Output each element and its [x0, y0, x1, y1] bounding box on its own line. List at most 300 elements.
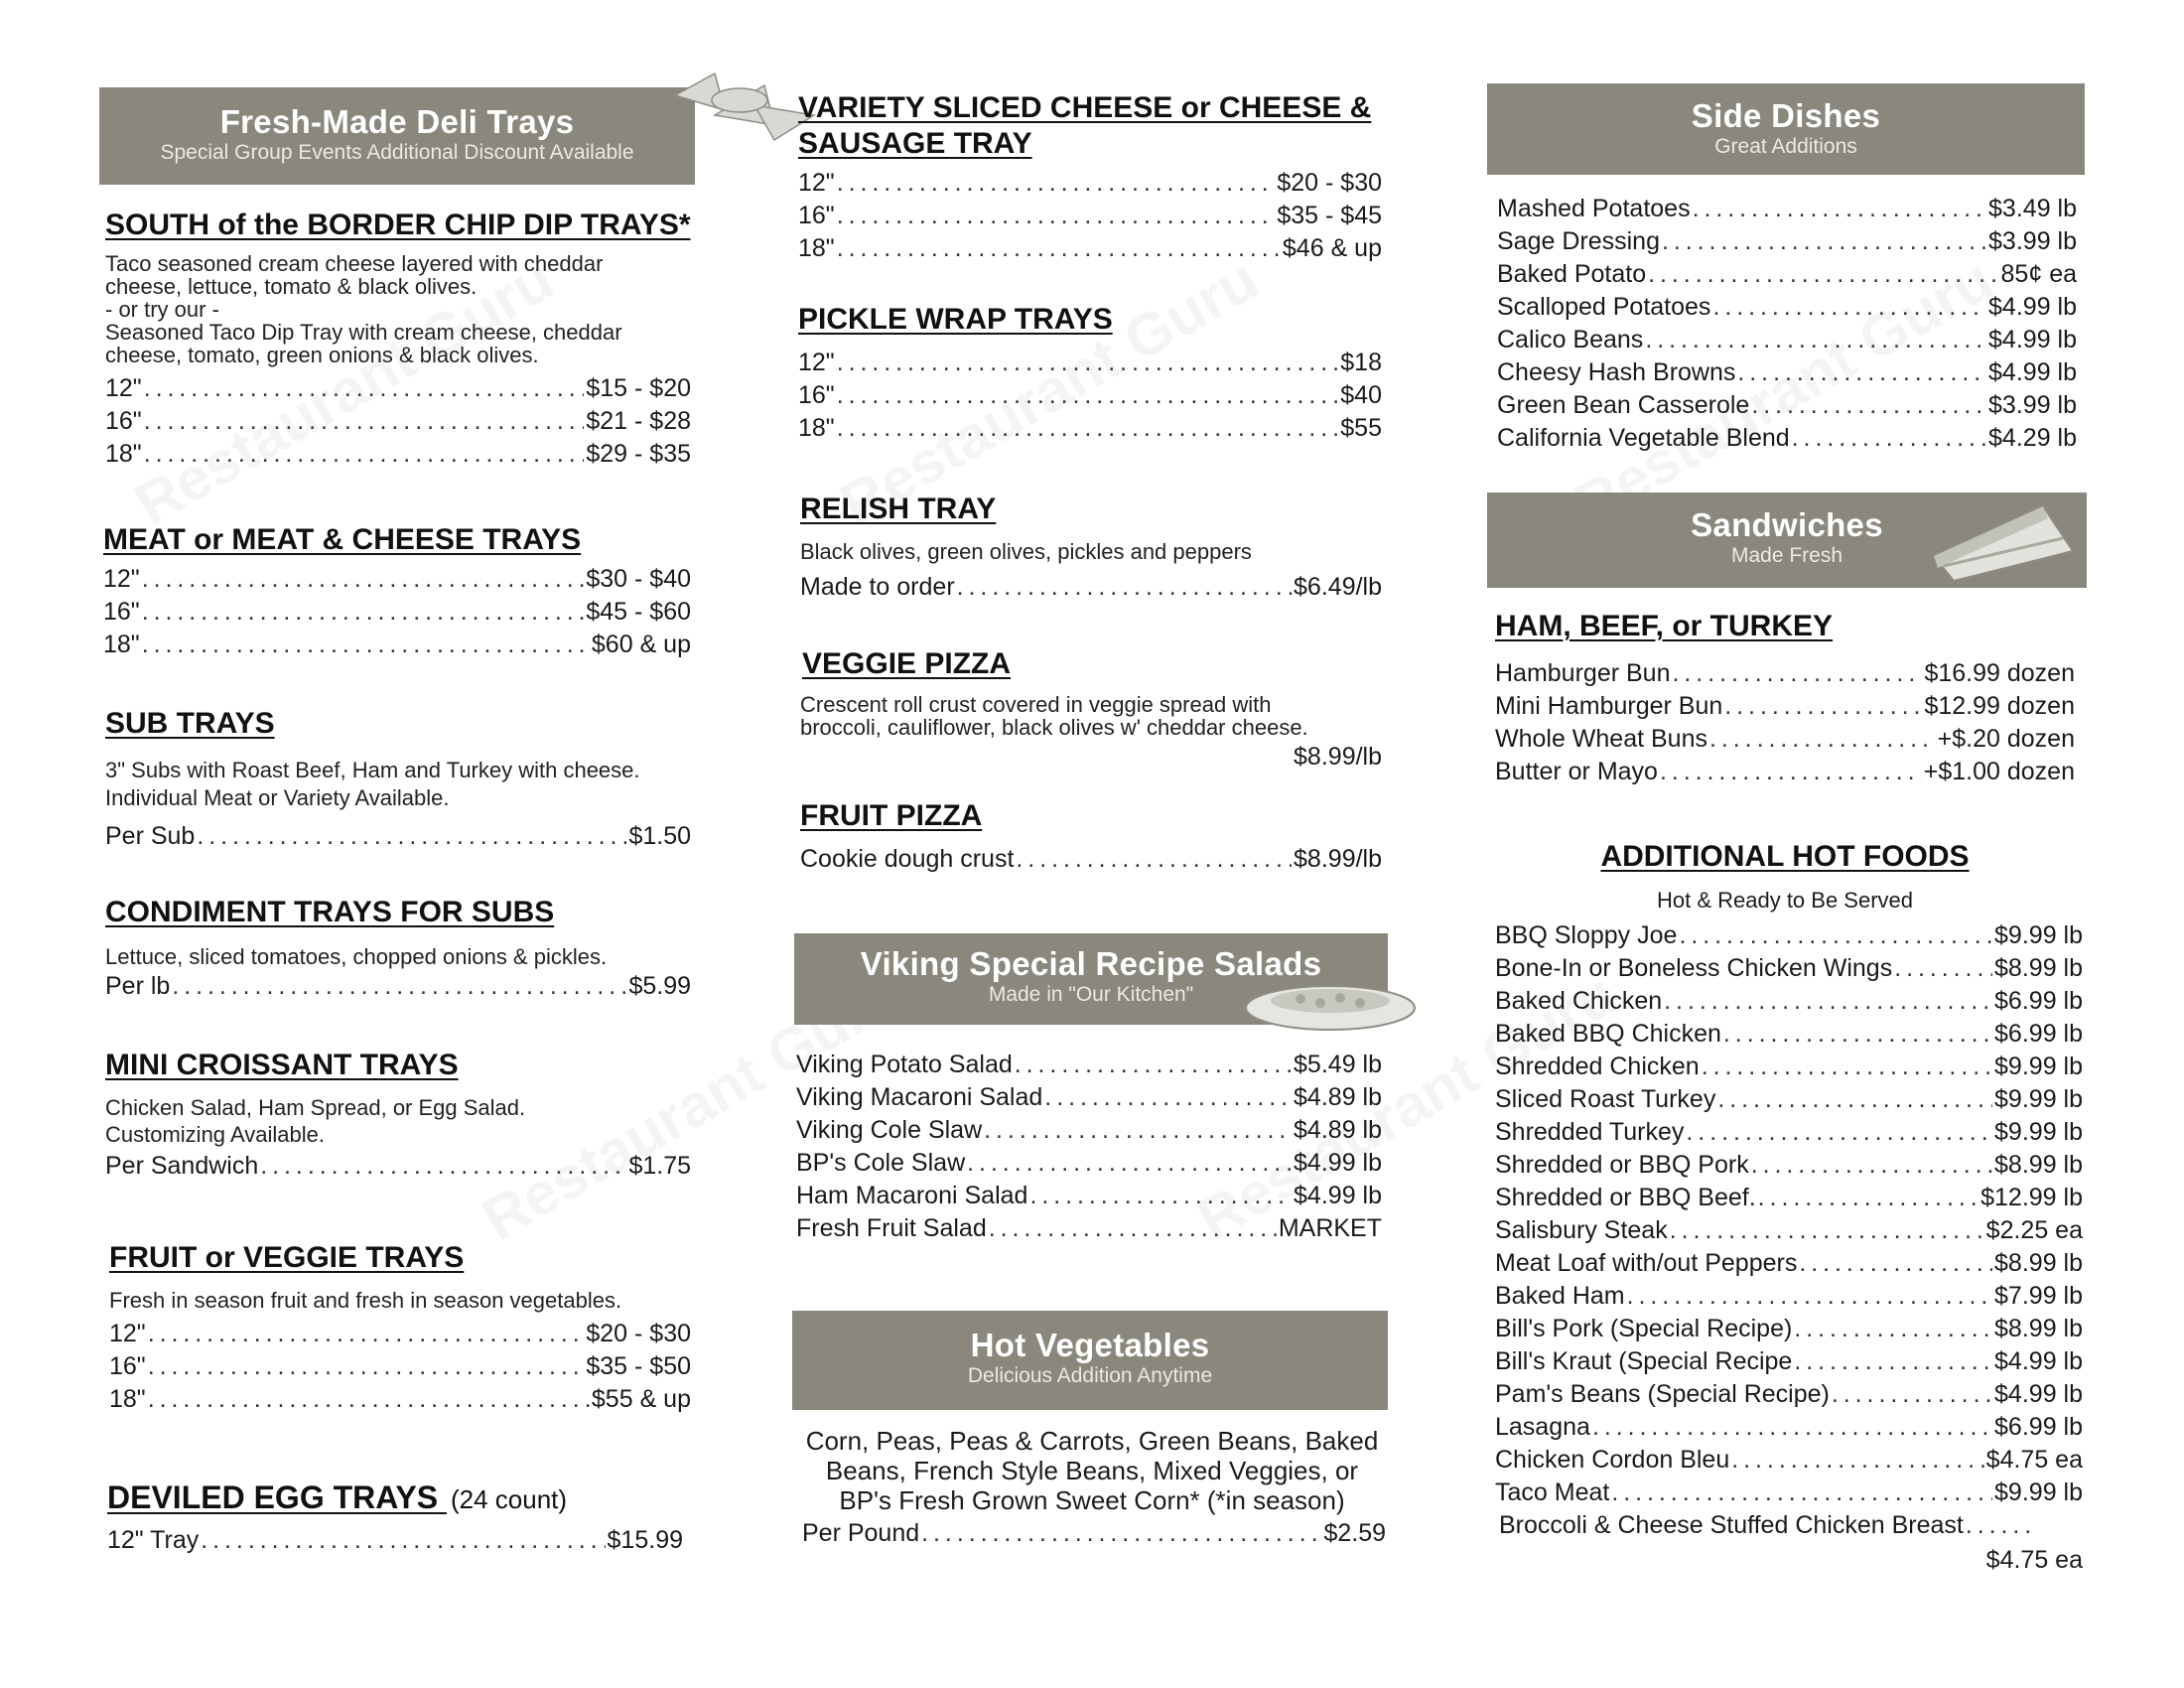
price: $55	[1340, 414, 1382, 442]
leader-dots	[1662, 225, 1986, 258]
leader-dots	[1751, 1149, 1992, 1182]
size: 12"	[798, 349, 835, 376]
leader-dots	[172, 970, 626, 1003]
hot-vegetables-desc	[794, 1426, 1390, 1515]
price-row	[1495, 1116, 2083, 1149]
leader-dots	[1794, 1313, 1992, 1345]
price-row	[1495, 1051, 2083, 1083]
price-row	[103, 596, 691, 629]
price-row	[796, 1180, 1382, 1212]
deli-trays-title: Fresh-Made Deli Trays	[219, 103, 575, 140]
leader-dots	[1799, 1247, 1992, 1280]
chip-dip-desc	[105, 252, 695, 366]
leader-dots	[1712, 291, 1986, 324]
price: $20 - $30	[586, 1320, 691, 1347]
leader-dots	[260, 1150, 626, 1183]
veggie-pizza-desc	[800, 693, 1390, 739]
leader-dots	[1044, 1081, 1292, 1114]
deviled-egg-title-text: DEVILED EGG TRAYS	[107, 1479, 439, 1515]
leader-dots	[1737, 356, 1986, 389]
price-row	[798, 347, 1382, 379]
leader-dots	[1751, 389, 1986, 422]
item-name: Chicken Cordon Bleu	[1495, 1446, 1730, 1474]
price: $8.99 lb	[1994, 954, 2083, 982]
salad-bowl-illustration	[1241, 973, 1420, 1043]
item-name: Salisbury Steak	[1495, 1216, 1668, 1244]
veggie-pizza-price: $8.99/lb	[1294, 743, 1382, 771]
item-name: Calico Beans	[1497, 326, 1644, 353]
item-name: California Vegetable Blend	[1497, 424, 1790, 452]
leader-dots	[1016, 843, 1292, 876]
desc-line: Chicken Salad, Ham Spread, or Egg Salad.	[105, 1095, 526, 1120]
leader-dots	[1627, 1280, 1992, 1313]
price-row	[1495, 1378, 2083, 1411]
side-dishes-header	[1487, 83, 2085, 175]
leader-dots	[1015, 1049, 1292, 1081]
relish-section	[794, 492, 1390, 604]
price: $3.99 lb	[1988, 391, 2077, 419]
price: $4.99 lb	[1988, 293, 2077, 321]
item-name: Butter or Mayo	[1495, 758, 1658, 785]
leader-dots	[837, 167, 1276, 200]
price-row	[1497, 258, 2077, 291]
cheese-tray-title-2: SAUSAGE TRAY	[798, 127, 1032, 160]
item-name: Scalloped Potatoes	[1497, 293, 1711, 321]
deviled-egg-section	[99, 1479, 695, 1557]
item-name: Baked Ham	[1495, 1282, 1625, 1310]
desc-line: - or try our -	[105, 297, 219, 322]
size: 12"	[103, 565, 140, 593]
fruit-pizza-section	[794, 799, 1390, 876]
price-row	[800, 571, 1382, 604]
price: $12.99 lb	[1980, 1184, 2083, 1211]
price: $16.99 dozen	[1924, 659, 2075, 687]
item-name: Shredded Turkey	[1495, 1118, 1685, 1146]
price: $4.99 lb	[1994, 1347, 2083, 1375]
price: $4.89 lb	[1294, 1083, 1382, 1111]
price: $8.99 lb	[1994, 1151, 2083, 1179]
item-name: Mini Hamburger Bun	[1495, 692, 1723, 720]
leader-dots	[142, 563, 585, 596]
price: $9.99 lb	[1994, 1118, 2083, 1146]
price: $4.99 lb	[1988, 326, 2077, 353]
price: $8.99/lb	[1294, 845, 1382, 873]
item-name: Per lb	[105, 972, 171, 1000]
leader-dots	[921, 1517, 1321, 1550]
price: $4.75 ea	[1985, 1446, 2083, 1474]
item-name: Per Sandwich	[105, 1152, 259, 1180]
price-row	[1499, 1509, 2083, 1542]
leader-dots	[967, 1147, 1292, 1180]
size: 18"	[105, 440, 142, 468]
price-row	[798, 232, 1382, 265]
price: +$1.00 dozen	[1923, 758, 2075, 785]
price: $4.29 lb	[1988, 424, 2077, 452]
item-name: Ham Macaroni Salad	[796, 1182, 1028, 1209]
leader-dots	[144, 372, 585, 405]
price-row	[103, 563, 691, 596]
leader-dots	[1592, 1411, 1992, 1444]
price: $4.99 lb	[1294, 1182, 1382, 1209]
sub-trays-prices	[105, 820, 691, 853]
price: $2.25 ea	[1985, 1216, 2083, 1244]
price: $45 - $60	[586, 598, 691, 626]
price-row	[798, 200, 1382, 232]
sub-trays-title: SUB TRAYS	[105, 707, 275, 740]
price: $15 - $20	[586, 374, 691, 402]
leader-dots	[1794, 1345, 1992, 1378]
price: $60 & up	[591, 631, 691, 658]
fruit-veggie-section	[99, 1241, 695, 1416]
deviled-egg-count: (24 count)	[451, 1484, 568, 1514]
price: $2.59	[1323, 1519, 1386, 1547]
price: $3.99 lb	[1988, 227, 2077, 255]
leader-dots	[1758, 1182, 1979, 1214]
leader-dots	[148, 1383, 590, 1416]
leader-dots	[1029, 1180, 1292, 1212]
leader-dots	[837, 412, 1339, 445]
hot-foods-title: ADDITIONAL HOT FOODS	[1600, 840, 1970, 873]
price-row	[107, 1524, 683, 1557]
item-name: Bill's Kraut (Special Recipe	[1495, 1347, 1793, 1375]
chip-dip-title: SOUTH of the BORDER CHIP DIP TRAYS*	[105, 209, 691, 241]
price: $9.99 lb	[1994, 1478, 2083, 1506]
pickle-wrap-section	[794, 303, 1390, 445]
price: $35 - $50	[586, 1352, 691, 1380]
leader-dots	[989, 1212, 1277, 1245]
leader-dots	[837, 379, 1339, 412]
leader-dots	[1966, 1509, 2035, 1542]
size: 16"	[103, 598, 140, 626]
price: $40	[1340, 381, 1382, 409]
fruit-veggie-prices	[109, 1318, 691, 1416]
price-row	[1495, 756, 2075, 788]
price-row	[1495, 1411, 2083, 1444]
hot-foods-list	[1495, 919, 2083, 1575]
fruit-veggie-title: FRUIT or VEGGIE TRAYS	[109, 1241, 465, 1274]
item-name: Viking Cole Slaw	[796, 1116, 983, 1144]
price: $1.50	[628, 822, 691, 850]
price-row	[796, 1147, 1382, 1180]
size: 16"	[798, 202, 835, 229]
croissant-section	[99, 1049, 695, 1183]
desc-line: cheese, lettuce, tomato & black olives.	[105, 274, 478, 299]
leader-dots	[1611, 1477, 1992, 1509]
price: $3.49 lb	[1988, 195, 2077, 222]
price: $20 - $30	[1277, 169, 1382, 197]
salads-list	[796, 1049, 1382, 1245]
salads-title: Viking Special Recipe Salads	[860, 945, 1322, 982]
pickle-wrap-prices	[798, 347, 1382, 445]
item-name: Shredded Chicken	[1495, 1053, 1700, 1080]
desc-line: Lettuce, sliced tomatoes, chopped onions & pickles.	[105, 944, 608, 969]
leader-dots	[1664, 985, 1992, 1018]
price-row	[1495, 1083, 2083, 1116]
item-name: Pam's Beans (Special Recipe)	[1495, 1380, 1830, 1408]
salads-subtitle: Made in "Our Kitchen"	[988, 983, 1194, 1006]
sub-trays-desc	[105, 757, 695, 812]
price: MARKET	[1278, 1214, 1382, 1242]
price-row	[105, 1150, 691, 1183]
item-name: Per Sub	[105, 822, 196, 850]
price: $30 - $40	[586, 565, 691, 593]
hot-foods-subtitle: Hot & Ready to Be Served	[1656, 888, 1914, 913]
leader-dots	[837, 347, 1339, 379]
price-row	[105, 820, 691, 853]
price: $4.99 lb	[1988, 358, 2077, 386]
item-name: BP's Cole Slaw	[796, 1149, 966, 1177]
price: $21 - $28	[586, 407, 691, 435]
size: 16"	[798, 381, 835, 409]
item-name: Cheesy Hash Browns	[1497, 358, 1736, 386]
size: 12"	[798, 169, 835, 197]
item-name: Cookie dough crust	[800, 845, 1015, 873]
price: 85¢ ea	[2000, 260, 2077, 288]
price-row	[1495, 1345, 2083, 1378]
price: $9.99 lb	[1994, 921, 2083, 949]
leader-dots	[1731, 1444, 1983, 1477]
price: $46 & up	[1282, 234, 1382, 262]
leader-dots	[1832, 1378, 1992, 1411]
cheese-tray-title-1: VARIETY SLICED CHEESE or CHEESE &	[798, 91, 1372, 124]
price: $15.99	[607, 1526, 683, 1554]
item-name: Fresh Fruit Salad	[796, 1214, 987, 1242]
hot-foods-section	[1487, 840, 2087, 1575]
leader-dots	[1686, 1116, 1992, 1149]
price-row	[105, 438, 691, 471]
fruit-pizza-title: FRUIT PIZZA	[800, 799, 983, 832]
item-name: Taco Meat	[1495, 1478, 1610, 1506]
desc-line: Customizing Available.	[105, 1122, 325, 1147]
price-row	[109, 1383, 691, 1416]
condiment-desc	[105, 945, 695, 968]
price-row	[798, 412, 1382, 445]
leader-dots	[142, 596, 585, 629]
price-row	[1497, 193, 2077, 225]
size: 18"	[109, 1385, 146, 1413]
price: $8.99 lb	[1994, 1315, 2083, 1342]
size: 16"	[109, 1352, 146, 1380]
size: 16"	[105, 407, 142, 435]
price-row	[1497, 422, 2077, 455]
price-row	[1495, 1280, 2083, 1313]
desc-line: Black olives, green olives, pickles and peppers	[800, 539, 1252, 564]
item-name: Per Pound	[802, 1519, 920, 1547]
fruit-veggie-desc	[109, 1289, 695, 1312]
price: $1.75	[628, 1152, 691, 1180]
sub-trays-section	[99, 707, 695, 853]
price-row	[105, 405, 691, 438]
leader-dots	[1894, 952, 1992, 985]
leader-dots	[1670, 1214, 1984, 1247]
leader-dots	[1672, 657, 1922, 690]
price-row	[105, 372, 691, 405]
price: $55 & up	[591, 1385, 691, 1413]
sandwiches-title: Sandwiches	[1691, 506, 1883, 543]
size: 18"	[103, 631, 140, 658]
item-name: Shredded or BBQ Beef.	[1495, 1184, 1756, 1211]
price-row	[1495, 1477, 2083, 1509]
leader-dots	[148, 1318, 585, 1350]
price-row	[1497, 324, 2077, 356]
item-name: Viking Potato Salad	[796, 1051, 1013, 1078]
desc-line: BP's Fresh Grown Sweet Corn* (*in season)	[839, 1485, 1345, 1515]
desc-line: cheese, tomato, green onions & black olives.	[105, 343, 539, 367]
last-item-price: $4.75 ea	[1985, 1546, 2083, 1574]
leader-dots	[197, 820, 626, 853]
price-row	[1497, 291, 2077, 324]
price-row	[1495, 1313, 2083, 1345]
leader-dots	[1645, 324, 1986, 356]
size: 12"	[109, 1320, 146, 1347]
price: $12.99 dozen	[1924, 692, 2075, 720]
price-row	[1495, 985, 2083, 1018]
sandwiches-section	[1487, 610, 2087, 788]
leader-dots	[957, 571, 1292, 604]
price-row	[109, 1318, 691, 1350]
price: $6.99 lb	[1994, 987, 2083, 1015]
leader-dots	[837, 232, 1281, 265]
price-row	[798, 167, 1382, 200]
price: $4.89 lb	[1294, 1116, 1382, 1144]
leader-dots	[1717, 1083, 1992, 1116]
item-name: Made to order	[800, 573, 955, 601]
side-dishes-list	[1497, 193, 2077, 455]
leader-dots	[201, 1524, 605, 1557]
price: $6.99 lb	[1994, 1020, 2083, 1048]
condiment-title: CONDIMENT TRAYS FOR SUBS	[105, 896, 555, 928]
price-row	[1495, 1214, 2083, 1247]
meat-title: MEAT or MEAT & CHEESE TRAYS	[103, 523, 582, 556]
price: $5.49 lb	[1294, 1051, 1382, 1078]
hot-vegetables-subtitle: Delicious Addition Anytime	[967, 1364, 1213, 1387]
price: $4.99 lb	[1994, 1380, 2083, 1408]
size: 18"	[798, 414, 835, 442]
veggie-pizza-section	[794, 647, 1390, 772]
item-name: Baked Chicken	[1495, 987, 1663, 1015]
price: $9.99 lb	[1994, 1053, 2083, 1080]
cheese-tray-section	[794, 91, 1390, 265]
desc-line: Corn, Peas, Peas & Carrots, Green Beans, Baked	[805, 1426, 1379, 1456]
leader-dots	[1723, 1018, 1992, 1051]
price: $6.49/lb	[1294, 573, 1382, 601]
sandwiches-subtitle: Made Fresh	[1730, 544, 1843, 567]
price-row	[1495, 657, 2075, 690]
leader-dots	[1709, 723, 1936, 756]
deviled-egg-prices	[107, 1524, 683, 1557]
chip-dip-prices	[105, 372, 691, 471]
hot-vegetables-prices	[802, 1517, 1386, 1550]
price-row	[1495, 1149, 2083, 1182]
price-row	[802, 1517, 1386, 1550]
croissant-desc	[105, 1094, 695, 1148]
veggie-pizza-title: VEGGIE PIZZA	[802, 647, 1012, 680]
pickle-wrap-title: PICKLE WRAP TRAYS	[798, 303, 1113, 336]
relish-desc	[800, 540, 1390, 563]
desc-line: broccoli, cauliflower, black olives w' cheddar cheese.	[800, 715, 1308, 740]
chip-dip-section	[99, 209, 695, 471]
item-name: Baked Potato	[1497, 260, 1647, 288]
leader-dots	[1660, 756, 1922, 788]
hot-vegetables-header	[792, 1311, 1388, 1410]
desc-line: Taco seasoned cream cheese layered with cheddar	[105, 251, 604, 276]
price-row	[796, 1081, 1382, 1114]
item-name: BBQ Sloppy Joe	[1495, 921, 1678, 949]
price-row	[800, 843, 1382, 876]
relish-prices	[800, 571, 1382, 604]
desc-line: Crescent roll crust covered in veggie spread with	[800, 692, 1272, 717]
price: $5.99	[628, 972, 691, 1000]
hot-vegetables-title: Hot Vegetables	[970, 1327, 1210, 1363]
price-row	[1497, 356, 2077, 389]
price-row	[1495, 723, 2075, 756]
sandwich-illustration	[1924, 496, 2083, 586]
price-row	[796, 1049, 1382, 1081]
leader-dots	[148, 1350, 585, 1383]
hot-vegetables-section	[794, 1426, 1390, 1550]
item-name: Baked BBQ Chicken	[1495, 1020, 1721, 1048]
leader-dots	[837, 200, 1276, 232]
price-row	[105, 970, 691, 1003]
leader-dots	[1792, 422, 1986, 455]
price-row	[796, 1114, 1382, 1147]
item-name: Hamburger Bun	[1495, 659, 1671, 687]
sandwiches-prices	[1495, 657, 2075, 788]
desc-line: Beans, French Style Beans, Mixed Veggies, or	[825, 1456, 1359, 1485]
size: 12"	[105, 374, 142, 402]
leader-dots	[1724, 690, 1922, 723]
leader-dots	[144, 405, 585, 438]
desc-line: Seasoned Taco Dip Tray with cream cheese, cheddar	[105, 320, 622, 345]
croissant-prices	[105, 1150, 691, 1183]
price: $8.99 lb	[1994, 1249, 2083, 1277]
column-trays-salads	[794, 0, 1390, 1688]
column-sides-hot-foods	[1487, 0, 2087, 1688]
leader-dots	[1693, 193, 1986, 225]
item-name: Mashed Potatoes	[1497, 195, 1691, 222]
meat-prices	[103, 563, 691, 661]
item-name: Viking Macaroni Salad	[796, 1083, 1043, 1111]
croissant-title: MINI CROISSANT TRAYS	[105, 1049, 459, 1081]
desc-line: 3" Subs with Roast Beef, Ham and Turkey with cheese.	[105, 758, 640, 782]
price: $29 - $35	[586, 440, 691, 468]
price-row	[1495, 952, 2083, 985]
price-row	[109, 1350, 691, 1383]
sandwiches-item-title: HAM, BEEF, or TURKEY	[1495, 610, 1834, 642]
side-dishes-subtitle: Great Additions	[1714, 135, 1857, 158]
item-name: Broccoli & Cheese Stuffed Chicken Breast	[1499, 1511, 1964, 1539]
meat-section	[99, 523, 695, 661]
price: $18	[1340, 349, 1382, 376]
price-row	[1495, 1018, 2083, 1051]
cheese-tray-prices	[798, 167, 1382, 265]
item-name: Bone-In or Boneless Chicken Wings	[1495, 954, 1893, 982]
leader-dots	[142, 629, 590, 661]
price-row	[1497, 225, 2077, 258]
item-name: 12" Tray	[107, 1526, 200, 1554]
condiment-section	[99, 896, 695, 1003]
side-dishes-title: Side Dishes	[1691, 97, 1881, 134]
price-row	[1495, 1247, 2083, 1280]
item-name: Bill's Pork (Special Recipe)	[1495, 1315, 1793, 1342]
price-row	[1495, 690, 2075, 723]
price-row	[1495, 1444, 2083, 1477]
price-row	[1495, 919, 2083, 952]
item-name: Green Bean Casserole	[1497, 391, 1750, 419]
column-deli-trays	[99, 0, 695, 1688]
price-row	[796, 1212, 1382, 1245]
desc-line: Fresh in season fruit and fresh in season vegetables.	[109, 1288, 622, 1313]
